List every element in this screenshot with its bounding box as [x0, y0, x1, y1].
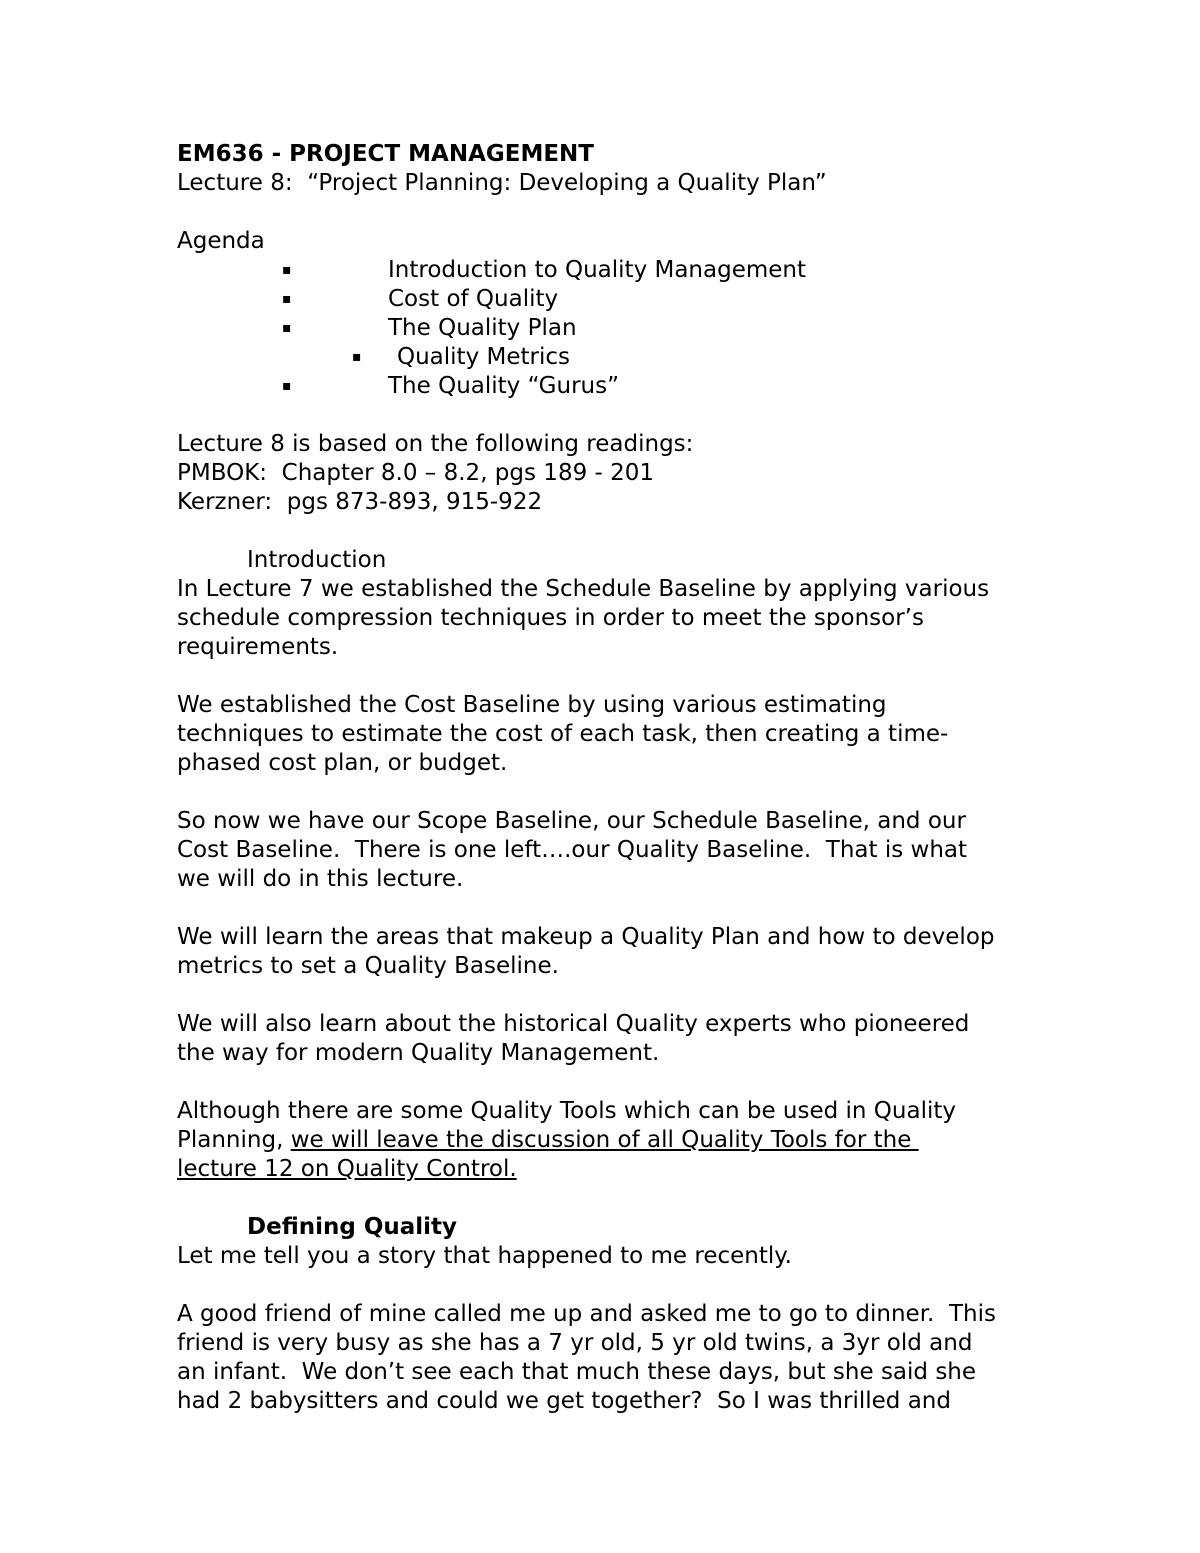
square-bullet-icon: ▪: [282, 320, 292, 336]
spacer: [177, 517, 1057, 546]
spacer: [177, 778, 1057, 807]
spacer: [177, 1068, 1057, 1097]
paragraph-line: phased cost plan, or budget.: [177, 750, 508, 776]
readings-pmbok: PMBOK: Chapter 8.0 – 8.2, pgs 189 - 201: [177, 460, 655, 486]
spacer: [177, 198, 1057, 227]
document-page: [177, 140, 1057, 1416]
agenda-item-label: The Quality “Gurus”: [388, 373, 620, 399]
agenda-item-label: Cost of Quality: [388, 286, 559, 312]
paragraph-line: techniques to estimate the cost of each task, then creating a time-: [177, 721, 949, 747]
paragraph-line: We will learn the areas that makeup a Quality Plan and how to develop: [177, 924, 995, 950]
square-bullet-icon: ▪: [282, 378, 292, 394]
paragraph-line: schedule compression techniques in order to meet the sponsor’s: [177, 605, 924, 631]
readings-kerzner: Kerzner: pgs 873-893, 915-922: [177, 489, 543, 515]
section-heading-introduction: Introduction: [247, 547, 387, 573]
course-title: EM636 - PROJECT MANAGEMENT: [177, 141, 594, 167]
paragraph-line: [177, 1155, 1057, 1184]
spacer: [177, 1271, 1057, 1300]
agenda-item: [177, 256, 1057, 285]
section-heading-defining-quality: Defining Quality: [247, 1214, 458, 1240]
paragraph-line: metrics to set a Quality Baseline.: [177, 953, 559, 979]
agenda-item: [177, 314, 1057, 343]
paragraph-line: friend is very busy as she has a 7 yr old, 5 yr old twins, a 3yr old and: [177, 1330, 973, 1356]
paragraph-line: had 2 babysitters and could we get together? So I was thrilled and: [177, 1388, 951, 1414]
plain-text: Planning,: [177, 1127, 291, 1153]
square-bullet-icon: ▪: [282, 291, 292, 307]
paragraph-line: So now we have our Scope Baseline, our Schedule Baseline, and our: [177, 808, 966, 834]
agenda-item: [177, 372, 1057, 401]
paragraph-line: an infant. We don’t see each that much these days, but she said she: [177, 1359, 977, 1385]
agenda-item-label: Quality Metrics: [397, 344, 570, 370]
spacer: [177, 981, 1057, 1010]
spacer: [177, 662, 1057, 691]
underlined-text: we will leave the discussion of all Quality Tools for the: [290, 1127, 919, 1153]
paragraph-line: Although there are some Quality Tools which can be used in Quality: [177, 1098, 956, 1124]
spacer: [177, 1184, 1057, 1213]
square-bullet-icon: ▪: [352, 349, 362, 365]
paragraph-line: Let me tell you a story that happened to me recently.: [177, 1243, 792, 1269]
paragraph-line: requirements.: [177, 634, 339, 660]
paragraph-line: the way for modern Quality Management.: [177, 1040, 660, 1066]
readings-intro: Lecture 8 is based on the following readings:: [177, 431, 694, 457]
lecture-title: Lecture 8: “Project Planning: Developing a Quality Plan”: [177, 170, 827, 196]
agenda-item: [177, 285, 1057, 314]
agenda-item-label: Introduction to Quality Management: [388, 257, 806, 283]
square-bullet-icon: ▪: [282, 262, 292, 278]
paragraph-line: We established the Cost Baseline by using various estimating: [177, 692, 887, 718]
agenda-item-label: The Quality Plan: [388, 315, 577, 341]
paragraph-line: [177, 1126, 1057, 1155]
agenda-label: Agenda: [177, 228, 265, 254]
paragraph-line: A good friend of mine called me up and asked me to go to dinner. This: [177, 1301, 996, 1327]
spacer: [177, 894, 1057, 923]
spacer: [177, 401, 1057, 430]
paragraph-line: we will do in this lecture.: [177, 866, 464, 892]
paragraph-line: We will also learn about the historical Quality experts who pioneered: [177, 1011, 970, 1037]
underlined-text: lecture 12 on Quality Control.: [177, 1156, 517, 1182]
agenda-item: [177, 343, 1057, 372]
paragraph-line: Cost Baseline. There is one left….our Quality Baseline. That is what: [177, 837, 968, 863]
paragraph-line: In Lecture 7 we established the Schedule Baseline by applying various: [177, 576, 990, 602]
